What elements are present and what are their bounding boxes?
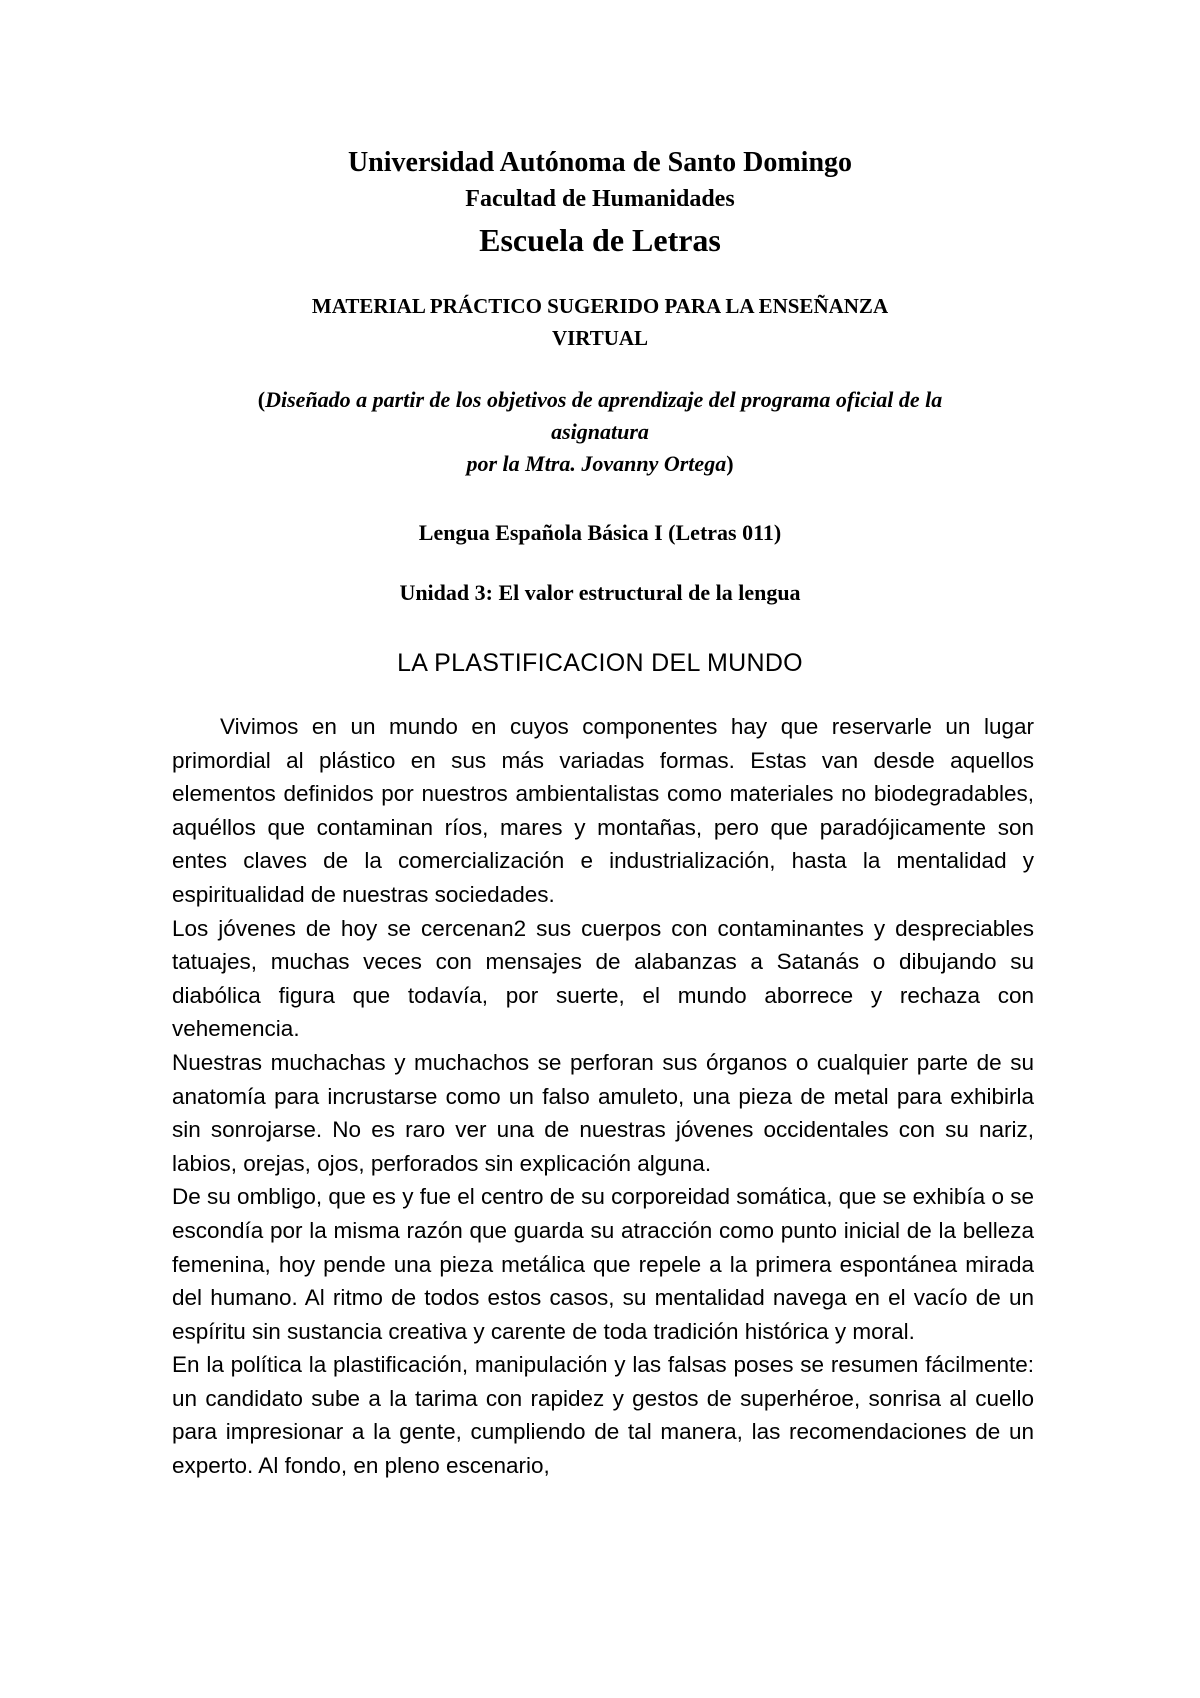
designed-by-line-2: asignatura: [551, 419, 649, 444]
material-heading-line-1: MATERIAL PRÁCTICO SUGERIDO PARA LA ENSEÑANZA: [311, 294, 889, 318]
designed-by-text-1: Diseñado a partir de los objetivos de aprendizaje del programa oficial de la: [265, 387, 943, 412]
university-name: Universidad Autónoma de Santo Domingo: [347, 147, 853, 178]
close-paren: ): [726, 451, 734, 476]
paragraph: Los jóvenes de hoy se cercenan2 sus cuerpos con contaminantes y despreciables tatuajes, muchas veces con mensajes de alabanzas a Satanás o dibujando su diabólica figura que todavía, por suerte, el mundo aborrece y rechaza con vehemencia.: [172, 915, 1034, 1042]
designed-by-author: por la Mtra. Jovanny Ortega: [466, 451, 727, 476]
designed-by-line-3: [160, 448, 1040, 480]
faculty-name: Facultad de Humanidades: [465, 186, 735, 212]
essay-body: [172, 710, 1034, 1483]
course-name: Lengua Española Básica I (Letras 011): [418, 520, 782, 545]
designed-by-note: [160, 384, 1040, 480]
unit-title: Unidad 3: El valor estructural de la lengua: [399, 580, 801, 605]
essay-title: LA PLASTIFICACION DEL MUNDO: [397, 649, 803, 677]
material-heading-line-2: VIRTUAL: [551, 326, 649, 350]
paragraph: Vivimos en un mundo en cuyos componentes hay que reservarle un lugar primordial al plástico en sus más variadas formas. Estas van desde aquellos elementos definidos por nuestros ambientalistas como materiales no biodegradables, aquéllos que contaminan ríos, mares y montañas, pero que paradójicamente son entes claves de la comercialización e industrialización, hasta la mentalidad y espiritualidad de nuestras sociedades.: [172, 714, 1034, 907]
school-name: Escuela de Letras: [479, 222, 721, 258]
material-heading: [170, 290, 1030, 354]
open-paren: (: [257, 387, 266, 412]
paragraph: Nuestras muchachas y muchachos se perforan sus órganos o cualquier parte de su anatomía para incrustarse como un falso amuleto, una pieza de metal para exhibirla sin sonrojarse. No es raro ver una de nuestras jóvenes occidentales con su nariz, labios, orejas, ojos, perforados sin explicación alguna.: [172, 1049, 1034, 1176]
paragraph: En la política la plastificación, manipulación y las falsas poses se resumen fácilmente: un candidato sube a la tarima con rapidez y gestos de superhéroe, sonrisa al cuello para impresionar a la gente, cumpliendo de tal manera, las recomendaciones de un experto. Al fondo, en pleno escenario,: [172, 1352, 1034, 1479]
paragraph: De su ombligo, que es y fue el centro de su corporeidad somática, que se exhibía o se escondía por la misma razón que guarda su atracción como punto inicial de la belleza femenina, hoy pende una pieza metálica que repele a la primera espontánea mirada del humano. Al ritmo de todos estos casos, su mentalidad navega en el vacío de un espíritu sin sustancia creativa y carente de toda tradición histórica y moral.: [172, 1184, 1034, 1344]
designed-by-line-1: [160, 384, 1040, 416]
